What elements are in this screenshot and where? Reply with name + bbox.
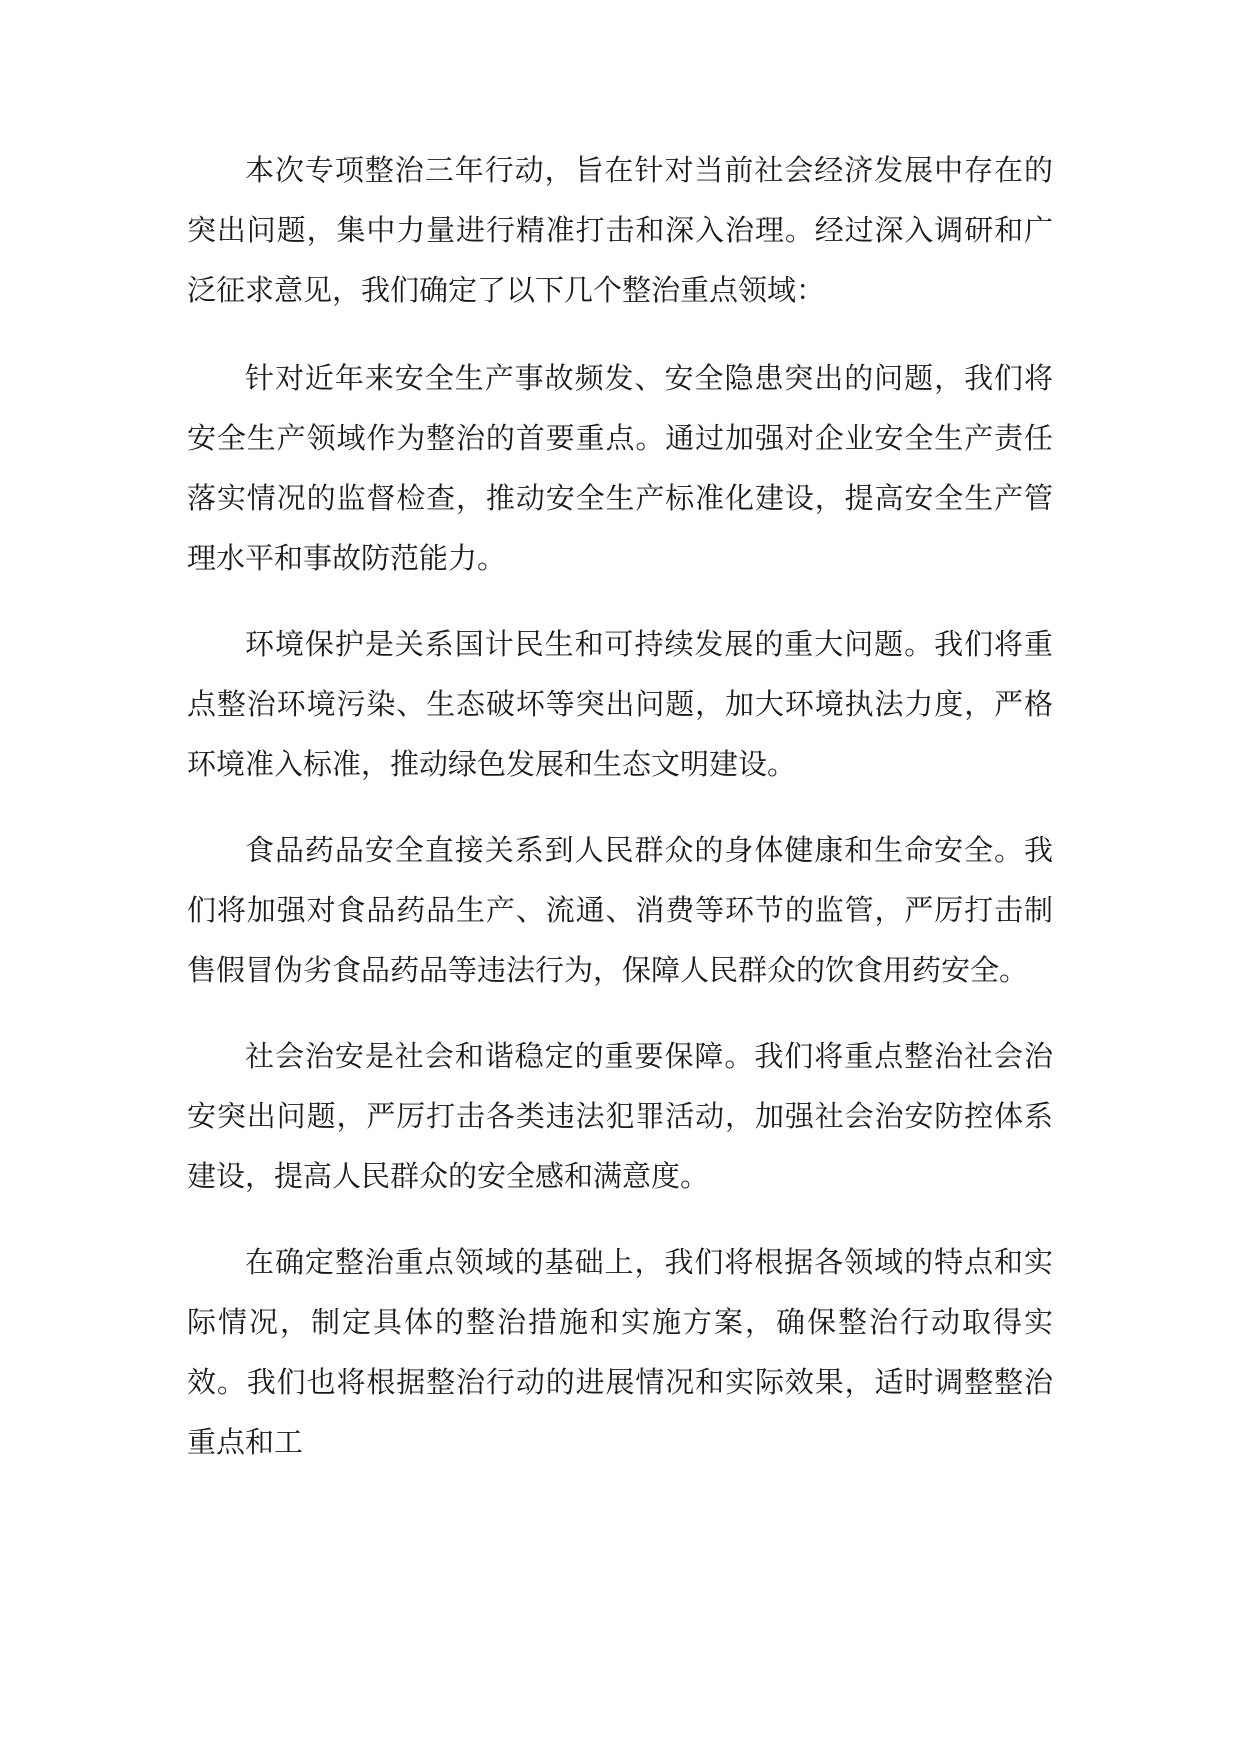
paragraph-environmental-protection: 环境保护是关系国计民生和可持续发展的重大问题。我们将重点整治环境污染、生态破坏等突出问题，加大环境执法力度，严格环境准入标准，推动绿色发展和生态文明建设。 xyxy=(187,627,1053,781)
paragraph-implementation: 在确定整治重点领域的基础上，我们将根据各领域的特点和实际情况，制定具体的整治措施和实施方案，确保整治行动取得实效。我们也将根据整治行动的进展情况和实际效果，适时调整整治重点和工 xyxy=(187,1245,1053,1459)
document-body xyxy=(187,140,1053,1472)
paragraph-public-security: 社会治安是社会和谐稳定的重要保障。我们将重点整治社会治安突出问题，严厉打击各类违法犯罪活动，加强社会治安防控体系建设，提高人民群众的安全感和满意度。 xyxy=(187,1039,1053,1193)
paragraph-food-drug-safety: 食品药品安全直接关系到人民群众的身体健康和生命安全。我们将加强对食品药品生产、流通、消费等环节的监管，严厉打击制售假冒伪劣食品药品等违法行为，保障人民群众的饮食用药安全。 xyxy=(187,833,1053,987)
paragraph-intro: 本次专项整治三年行动，旨在针对当前社会经济发展中存在的突出问题，集中力量进行精准打击和深入治理。经过深入调研和广泛征求意见，我们确定了以下几个整治重点领域： xyxy=(187,153,1053,307)
paragraph-work-safety: 针对近年来安全生产事故频发、安全隐患突出的问题，我们将安全生产领域作为整治的首要重点。通过加强对企业安全生产责任落实情况的监督检查，推动安全生产标准化建设，提高安全生产管理水平和事故防范能力。 xyxy=(187,361,1053,575)
